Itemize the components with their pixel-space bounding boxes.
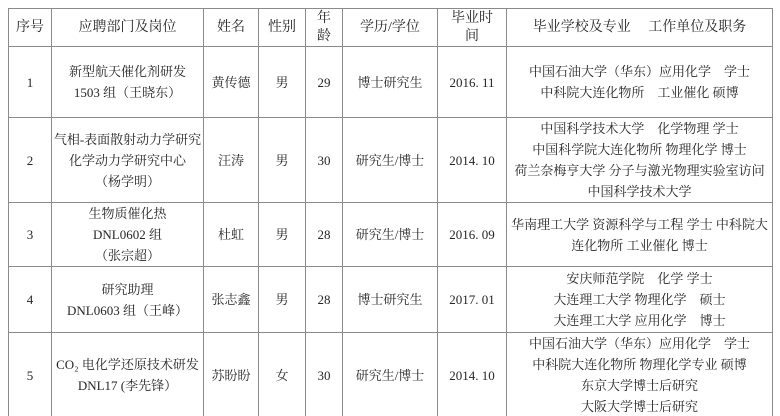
cell-school <box>507 203 773 267</box>
school-line: 中国科学技术大学 化学物理 学士 <box>540 121 739 136</box>
header-dept: 应聘部门及岗位 <box>52 9 204 47</box>
dept-line: CO₂ 电化学还原技术研发 <box>56 357 199 372</box>
dept-line: 生物质催化热 <box>88 206 167 221</box>
cell-school <box>507 47 773 118</box>
cell-grad-date: 2014. 10 <box>438 333 507 416</box>
cell-grad-date: 2016. 09 <box>438 203 507 267</box>
school-line: 中国石油大学（华东）应用化学 学士 <box>528 336 750 351</box>
header-grad-time <box>438 9 507 47</box>
cell-seq: 2 <box>9 118 52 203</box>
school-line: 中国石油大学（华东）应用化学 学士 <box>528 64 750 79</box>
cell-name: 汪涛 <box>204 118 259 203</box>
school-line: 安庆师范学院 化学 学士 <box>566 271 713 286</box>
cell-degree: 博士研究生 <box>343 47 438 118</box>
cell-age: 30 <box>306 118 343 203</box>
cell-gender: 男 <box>259 118 306 203</box>
cell-degree: 研究生/博士 <box>343 333 438 416</box>
cell-grad-date: 2017. 01 <box>438 267 507 333</box>
school-line: 华南理工大学 资源科学与工程 学士 中科院大 <box>511 216 768 232</box>
dept-line: 化学动力学研究中心 <box>68 152 186 168</box>
cell-gender: 男 <box>259 203 306 267</box>
table-header-row <box>9 9 773 47</box>
dept-line: DNL17 (李先锋） <box>77 378 178 393</box>
header-seq: 序号 <box>9 9 52 47</box>
table-row <box>9 47 773 118</box>
cell-age: 30 <box>306 333 343 416</box>
cell-degree: 博士研究生 <box>343 267 438 333</box>
cell-gender: 男 <box>259 267 306 333</box>
cell-age: 28 <box>306 267 343 333</box>
cell-seq: 1 <box>9 47 52 118</box>
dept-line: （杨学明） <box>94 173 160 189</box>
table-row <box>9 333 773 416</box>
cell-school <box>507 118 773 203</box>
dept-line: （张宗超） <box>94 248 160 263</box>
cell-gender: 男 <box>259 47 306 118</box>
school-line: 中国科学院大连化物所 物理化学 博士 <box>532 142 747 157</box>
cell-dept <box>52 267 204 333</box>
cell-age: 28 <box>306 203 343 267</box>
cell-dept <box>52 118 204 203</box>
cell-grad-date: 2016. 11 <box>438 47 507 118</box>
table-row <box>9 118 773 203</box>
header-degree: 学历/学位 <box>343 9 438 47</box>
table-row <box>9 203 773 267</box>
dept-line: 研究助理 <box>101 281 154 297</box>
header-school: 毕业学校及专业 工作单位及职务 <box>507 9 773 47</box>
dept-line: 1503 组（王晓东） <box>73 85 182 100</box>
cell-name: 黄传德 <box>204 47 259 118</box>
cell-name: 杜虹 <box>204 203 259 267</box>
school-line: 东京大学博士后研究 <box>580 378 698 393</box>
dept-line: 气相-表面散射动力学研究 <box>53 131 202 147</box>
cell-school <box>507 333 773 416</box>
cell-degree: 研究生/博士 <box>343 118 438 203</box>
cell-seq: 3 <box>9 203 52 267</box>
header-age <box>306 9 343 47</box>
header-name: 姓名 <box>204 9 259 47</box>
school-line: 荷兰奈梅亨大学 分子与激光物理实验室访问 <box>514 163 765 178</box>
school-line: 大阪大学博士后研究 <box>580 399 698 414</box>
cell-seq: 4 <box>9 267 52 333</box>
cell-name: 苏盼盼 <box>204 333 259 416</box>
dept-line: DNL0602 组 <box>93 227 162 242</box>
school-line: 中国科学技术大学 <box>587 184 692 199</box>
cell-gender: 女 <box>259 333 306 416</box>
cell-dept <box>52 333 204 416</box>
school-line: 中科院大连化物所 物理化学专业 硕博 <box>532 357 747 372</box>
cell-age: 29 <box>306 47 343 118</box>
cell-dept <box>52 47 204 118</box>
cell-dept <box>52 203 204 267</box>
dept-line: DNL0603 组（王峰） <box>67 302 188 318</box>
school-line: 连化物所 工业催化 博士 <box>571 237 708 253</box>
cell-seq: 5 <box>9 333 52 416</box>
header-grad-time-label: 毕业时间 <box>451 10 493 44</box>
school-line: 大连理工大学 应用化学 博士 <box>553 313 726 328</box>
header-age-label: 年龄 <box>316 10 331 44</box>
header-gender: 性别 <box>259 9 306 47</box>
cell-grad-date: 2014. 10 <box>438 118 507 203</box>
recruitment-table <box>8 8 773 416</box>
school-line: 中科院大连化物所 工业催化 硕博 <box>540 85 739 100</box>
school-line: 大连理工大学 物理化学 硕士 <box>553 292 726 307</box>
cell-degree: 研究生/博士 <box>343 203 438 267</box>
table-row <box>9 267 773 333</box>
cell-name: 张志鑫 <box>204 267 259 333</box>
dept-line: 新型航天催化剂研发 <box>68 64 186 79</box>
cell-school <box>507 267 773 333</box>
